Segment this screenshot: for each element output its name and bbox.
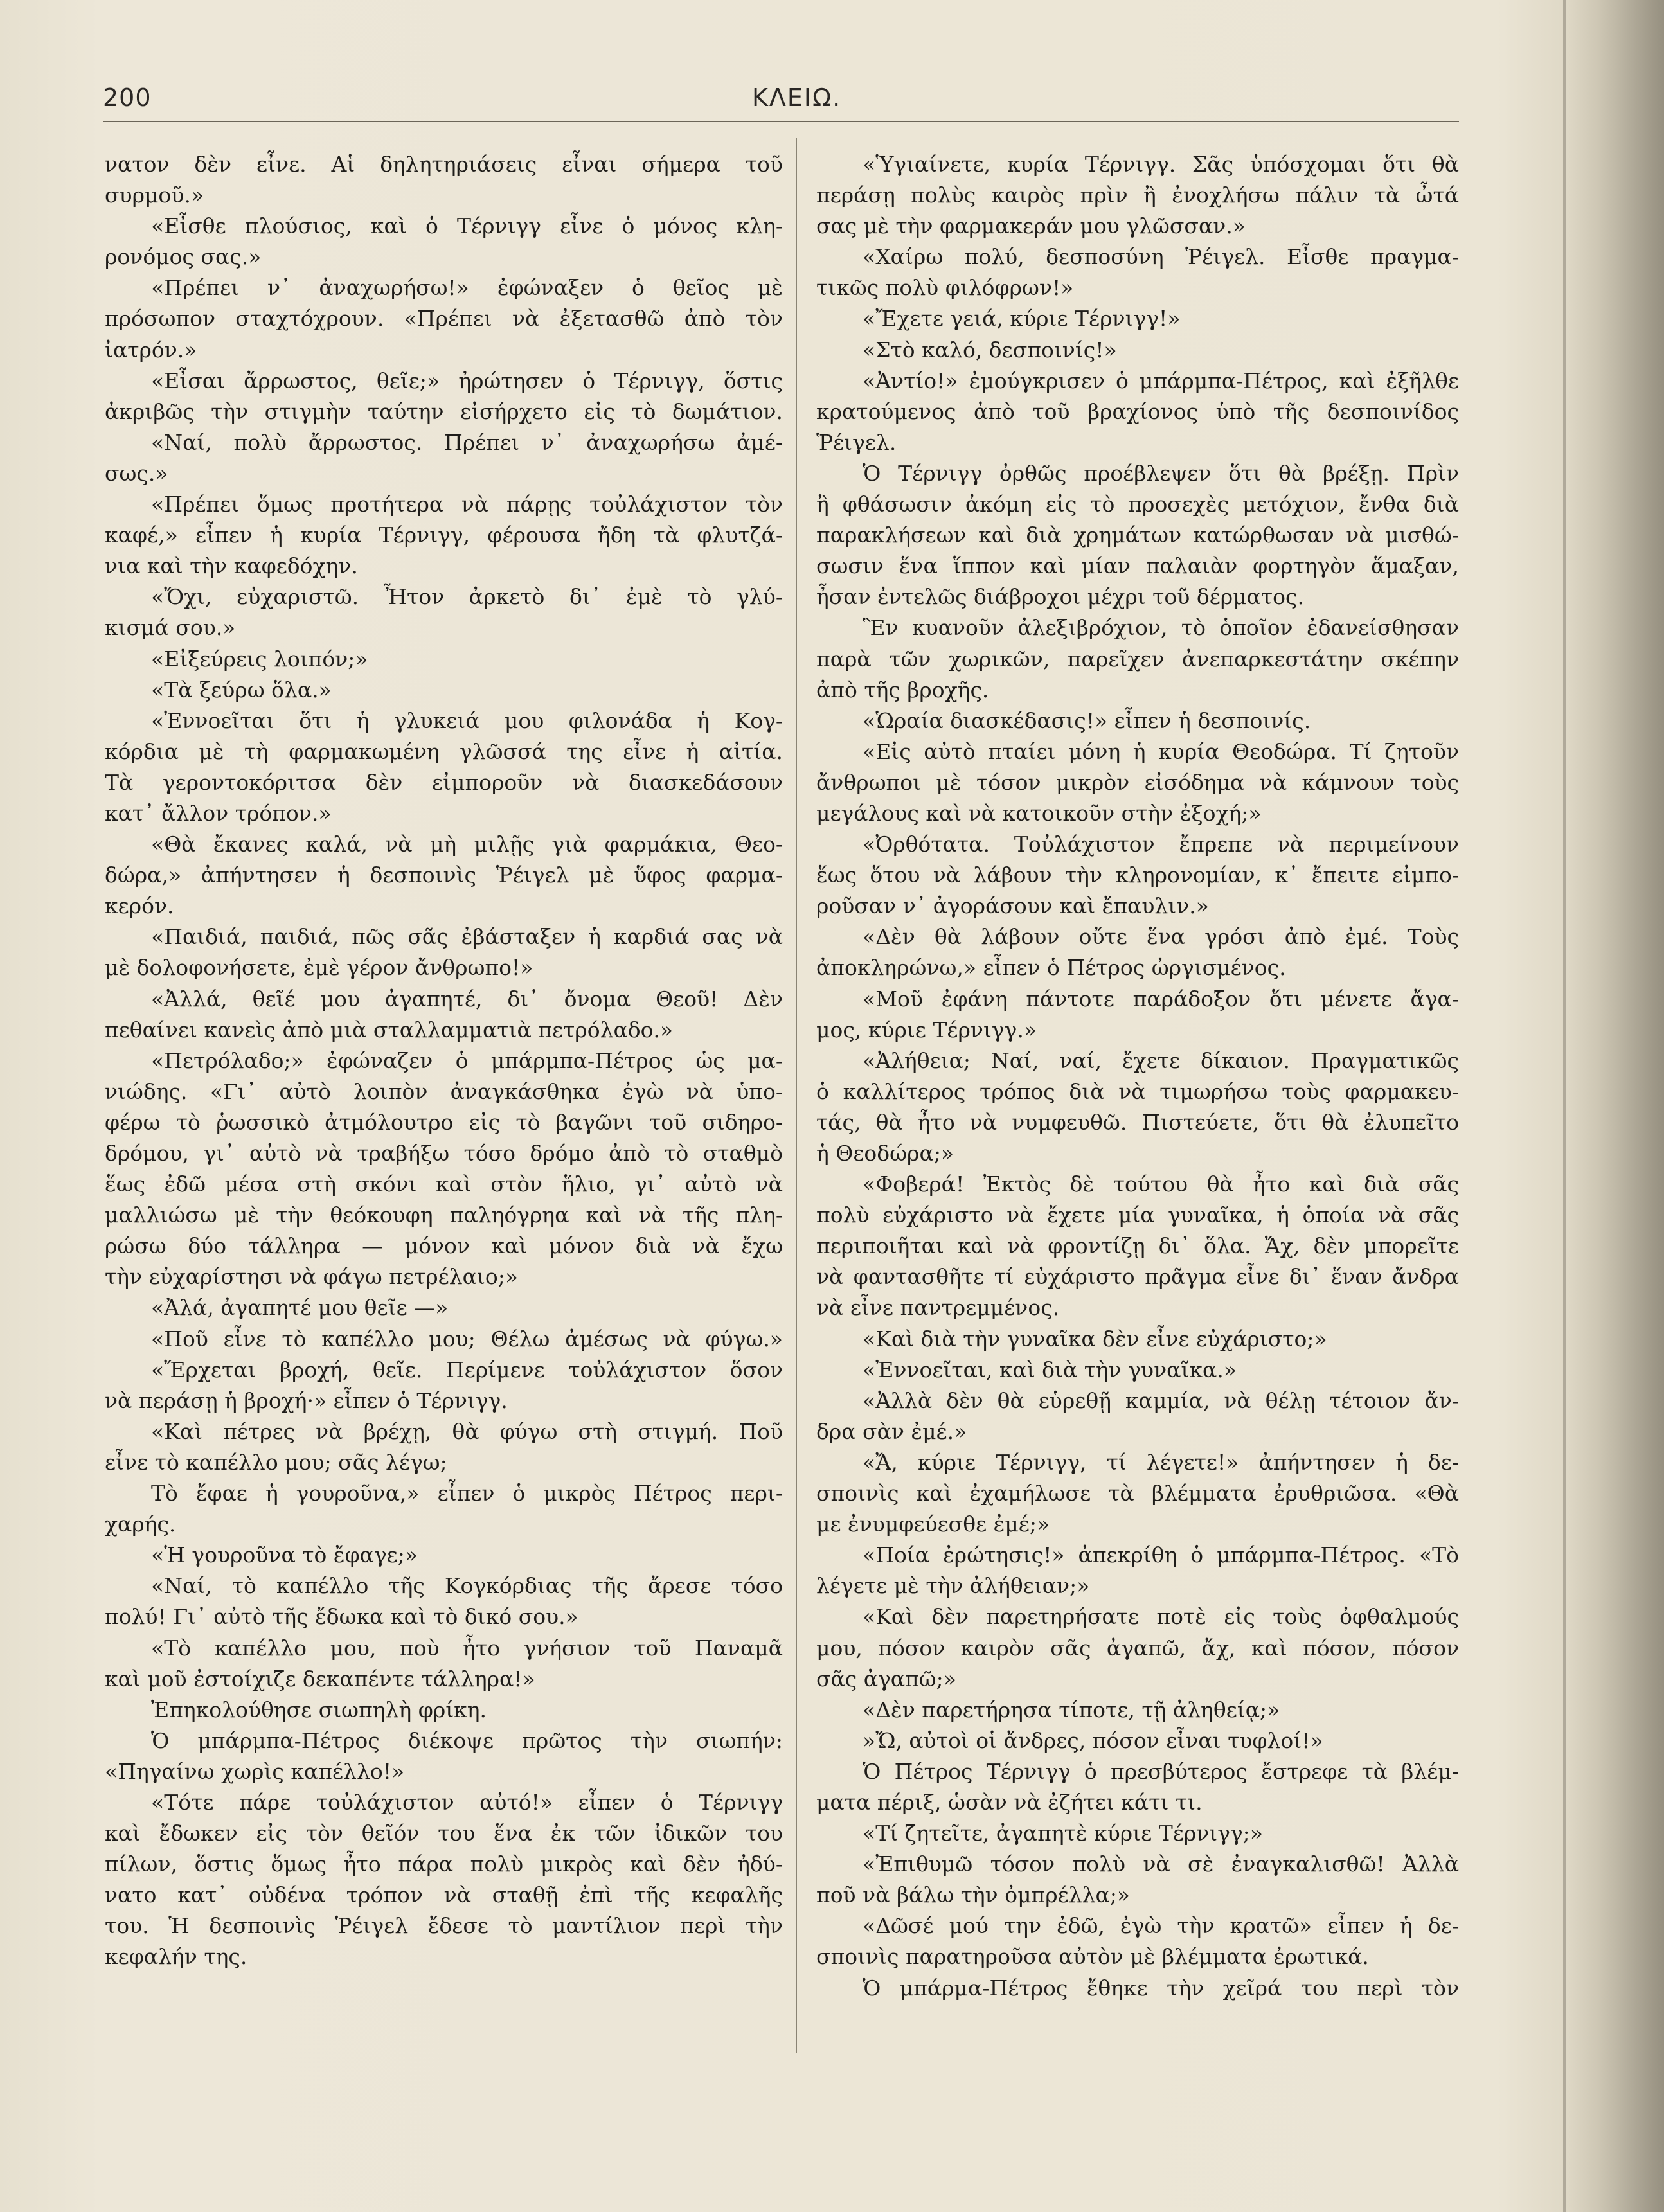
text-line: «Ἀλά, ἀγαπητέ μου θεῖε —» xyxy=(151,1295,449,1321)
text-line: σας μὲ τὴν φαρμακεράν μου γλῶσσαν.» xyxy=(816,213,1246,239)
text-line: εἶνε τὸ καπέλλο μου; σᾶς λέγω; xyxy=(105,1449,447,1475)
text-line: ἀπὸ τῆς βροχῆς. xyxy=(816,677,989,702)
text-line: πολὺ εὐχάριστο νὰ ἔχετε μία γυναῖκα, ἡ ὁποία νὰ σᾶς xyxy=(816,1202,1459,1228)
text-line: «Ἀλήθεια; Ναί, ναί, ἔχετε δίκαιον. Πραγματικῶς xyxy=(863,1048,1459,1073)
text-line: «Πηγαίνω χωρὶς καπέλλο!» xyxy=(105,1758,405,1784)
text-line: «Ναί, πολὺ ἄρρωστος. Πρέπει ν᾿ ἀναχωρήσω ἀμέ- xyxy=(151,429,783,455)
text-line: Ἓν κυανοῦν ἀλεξιβρόχιον, τὸ ὁποῖον ἐδανείσθησαν xyxy=(863,615,1459,641)
text-line: καὶ ἔδωκεν εἰς τὸν θεῖόν του ἕνα ἐκ τῶν ἰδικῶν του xyxy=(105,1821,783,1846)
text-line: ἡ Θεοδώρα;» xyxy=(816,1141,954,1166)
text-line: «Πρέπει ὅμως προτήτερα νὰ πάρῃς τοὐλάχιστον τὸν xyxy=(151,492,783,517)
text-line: «Τὰ ξεύρω ὅλα.» xyxy=(151,677,332,702)
text-line: καὶ μοῦ ἐστοίχιζε δεκαπέντε τάλληρα!» xyxy=(105,1666,535,1691)
text-line: περάσῃ πολὺς καιρὸς πρὶν ἢ ἐνοχλήσω πάλιν τὰ ὦτά xyxy=(816,183,1459,208)
text-line: ρονόμος σας.» xyxy=(105,244,262,270)
text-line: νιώδης. «Γι᾿ αὐτὸ λοιπὸν ἀναγκάσθηκα ἐγὼ νὰ ὑπο- xyxy=(105,1078,783,1104)
text-line: κεφαλήν της. xyxy=(105,1944,247,1970)
text-line: «Καὶ διὰ τὴν γυναῖκα δὲν εἶνε εὐχάριστο;» xyxy=(863,1326,1327,1351)
text-line: πρόσωπον σταχτόχρουν. «Πρέπει νὰ ἐξετασθῶ ἀπὸ τὸν xyxy=(105,306,783,332)
text-line: ἢ φθάσωσιν ἀκόμη εἰς τὸ προσεχὲς μετόχιον, ἔνθα διὰ xyxy=(816,492,1459,517)
text-line: ἕως ἐδῶ μέσα στὴ σκόνι καὶ στὸν ἥλιο, γι᾿ αὐτὸ νὰ xyxy=(105,1172,783,1197)
text-line: «Ἡ γουροῦνα τὸ ἔφαγε;» xyxy=(151,1542,418,1568)
text-line: δρόμου, γι᾿ αὐτὸ νὰ τραβήξω τόσο δρόμο ἀπὸ τὸ σταθμὸ xyxy=(105,1141,783,1166)
text-line: ποῦ νὰ βάλω τὴν ὀμπρέλλα;» xyxy=(816,1882,1131,1908)
text-line: «Χαίρω πολύ, δεσποσύνη Ῥέιγελ. Εἶσθε πραγμα- xyxy=(863,244,1459,270)
text-line: κόρδια μὲ τὴ φαρμακωμένη γλῶσσά της εἶνε ἡ αἰτία. xyxy=(105,738,783,764)
text-line: «Δὲν θὰ λάβουν οὔτε ἕνα γρόσι ἀπὸ ἐμέ. Τοὺς xyxy=(863,924,1459,950)
text-line: «Ἀλλά, θεῖέ μου ἀγαπητέ, δι᾿ ὄνομα Θεοῦ! Δὲν xyxy=(151,986,783,1012)
text-line: «Παιδιά, παιδιά, πῶς σᾶς ἐβάσταξεν ἡ καρδιά σας νὰ xyxy=(151,924,783,950)
right-column xyxy=(816,149,1459,2004)
text-line: «Ποία ἐρώτησις!» ἀπεκρίθη ὁ μπάρμπα-Πέτρος. «Τὸ xyxy=(863,1542,1459,1568)
text-line: Ὁ μπάρμπα-Πέτρος διέκοψε πρῶτος τὴν σιωπήν: xyxy=(151,1727,783,1753)
text-line: «Ὡραία διασκέδασις!» εἶπεν ἡ δεσποινίς. xyxy=(863,708,1311,733)
text-line: «Δῶσέ μού την ἐδῶ, ἐγὼ τὴν κρατῶ» εἶπεν ἡ δε- xyxy=(863,1913,1459,1939)
text-line: «Στὸ καλό, δεσποινίς!» xyxy=(863,337,1117,362)
text-line: «Πετρόλαδο;» ἐφώναζεν ὁ μπάρμπα-Πέτρος ὡς μα- xyxy=(151,1048,783,1073)
column-divider xyxy=(796,138,797,2053)
text-line: «Εἰς αὐτὸ πταίει μόνη ἡ κυρία Θεοδώρα. Τί ζητοῦν xyxy=(863,738,1459,764)
text-line: «Ἔχετε γειά, κύριε Τέρνιγγ!» xyxy=(863,306,1181,332)
text-line: «Εἶσαι ἄρρωστος, θεῖε;» ἠρώτησεν ὁ Τέρνιγγ, ὅστις xyxy=(151,368,783,393)
text-line: σως.» xyxy=(105,460,168,486)
page-fold-line xyxy=(1563,0,1566,2212)
text-line: «Μοῦ ἐφάνη πάντοτε παράδοξον ὅτι μένετε ἄγα- xyxy=(863,986,1459,1012)
text-line: νὰ φαντασθῆτε τί εὐχάριστο πρᾶγμα εἶνε δι᾿ ἕναν ἄνδρα xyxy=(816,1264,1459,1290)
text-line: νὰ εἶνε παντρεμμένος. xyxy=(816,1295,1060,1321)
text-line: δρα σὰν ἐμέ.» xyxy=(816,1418,967,1444)
text-line: με ἐνυμφεύεσθε ἐμέ;» xyxy=(816,1512,1050,1537)
text-line: φέρω τὸ ῥωσσικὸ ἀτμόλουτρο εἰς τὸ βαγῶνι τοῦ σιδηρο- xyxy=(105,1109,783,1135)
text-line: «Καὶ πέτρες νὰ βρέχῃ, θὰ φύγω στὴ στιγμή. Ποῦ xyxy=(151,1418,783,1444)
text-line: χαρής. xyxy=(105,1512,176,1537)
text-line: μεγάλους καὶ νὰ κατοικοῦν στὴν ἐξοχή;» xyxy=(816,800,1262,826)
text-line: Τὰ γεροντοκόριτσα δὲν εἰμποροῦν νὰ διασκεδάσουν xyxy=(105,769,783,795)
text-line: ἀκριβῶς τὴν στιγμὴν ταύτην εἰσήρχετο εἰς τὸ δωμάτιον. xyxy=(105,398,783,424)
text-line: ματα πέριξ, ὡσὰν νὰ ἐζήτει κάτι τι. xyxy=(816,1789,1203,1815)
header-rule xyxy=(103,121,1459,122)
text-line: νια καὶ τὴν καφεδόχην. xyxy=(105,553,358,579)
text-line: παρακλήσεων καὶ διὰ χρημάτων κατώρθωσαν νὰ μισθώ- xyxy=(816,522,1459,548)
text-line: ἄνθρωποι μὲ τόσον μικρὸν εἰσόδημα νὰ κάμνουν τοὺς xyxy=(816,769,1459,795)
text-line: τὴν εὐχαρίστησι νὰ φάγω πετρέλαιο;» xyxy=(105,1264,519,1290)
text-line: ρώσω δύο τάλληρα — μόνον καὶ μόνον διὰ νὰ ἔχω xyxy=(105,1233,783,1259)
text-line: «Εἶσθε πλούσιος, καὶ ὁ Τέρνιγγ εἶνε ὁ μόνος κλη- xyxy=(151,213,783,239)
text-line: πίλων, ὅστις ὅμως ἦτο πάρα πολὺ μικρὸς καὶ δὲν ἠδύ- xyxy=(105,1851,783,1877)
text-line: συρμοῦ.» xyxy=(105,183,204,208)
text-line: δώρα,» ἀπήντησεν ἡ δεσποινὶς Ῥέιγελ μὲ ὕφος φαρμα- xyxy=(105,862,783,888)
text-line: «Τὸ καπέλλο μου, ποὺ ἦτο γνήσιον τοῦ Παναμᾶ xyxy=(151,1635,783,1661)
text-line: «Πρέπει ν᾿ ἀναχωρήσω!» ἐφώναξεν ὁ θεῖος μὲ xyxy=(151,275,783,301)
text-line: σωσιν ἕνα ἵππον καὶ μίαν παλαιὰν φορτηγὸν ἅμαξαν, xyxy=(816,553,1459,579)
text-line: του. Ἡ δεσποινὶς Ῥέιγελ ἔδεσε τὸ μαντίλιον περὶ τὴν xyxy=(105,1913,783,1939)
text-line: Ἐπηκολούθησε σιωπηλὴ φρίκη. xyxy=(151,1697,487,1722)
text-line: μαλλιώσω μὲ τὴν θεόκουφη παληόγρηα καὶ νὰ τῆς πλη- xyxy=(105,1202,783,1228)
text-line: «Ἐπιθυμῶ τόσον πολὺ νὰ σὲ ἐναγκαλισθῶ! Ἀλλὰ xyxy=(863,1851,1459,1877)
text-line: «Ὀρθότατα. Τοὐλάχιστον ἔπρεπε νὰ περιμείνουν xyxy=(863,832,1459,857)
text-line: «Ἔρχεται βροχή, θεῖε. Περίμενε τοὐλάχιστον ὅσον xyxy=(151,1357,783,1382)
text-line: ροῦσαν ν᾿ ἀγοράσουν καὶ ἔπαυλιν.» xyxy=(816,893,1209,919)
text-line: κισμά σου.» xyxy=(105,615,236,641)
text-line: νὰ περάσῃ ἡ βροχή·» εἶπεν ὁ Τέρνιγγ. xyxy=(105,1387,508,1413)
text-line: «Ὑγιαίνετε, κυρία Τέρνιγγ. Σᾶς ὑπόσχομαι ὅτι θὰ xyxy=(863,152,1459,177)
text-line: κερόν. xyxy=(105,893,174,919)
text-line: σποινὶς καὶ ἐχαμήλωσε τὰ βλέμματα ἐρυθριῶσα. «Θὰ xyxy=(816,1481,1459,1506)
text-line: «Ἄ, κύριε Τέρνιγγ, τί λέγετε!» ἀπήντησεν ἡ δε- xyxy=(863,1449,1459,1475)
text-line: σᾶς ἀγαπῶ;» xyxy=(816,1666,956,1691)
text-line: ἀποκληρώνω,» εἶπεν ὁ Πέτρος ὠργισμένος. xyxy=(816,955,1286,981)
text-line: «Δὲν παρετήρησα τίποτε, τῇ ἀληθείᾳ;» xyxy=(863,1697,1280,1722)
text-line: «Ὄχι, εὐχαριστῶ. Ἦτον ἀρκετὸ δι᾿ ἐμὲ τὸ γλύ- xyxy=(151,584,783,610)
page-number: 200 xyxy=(103,84,152,112)
text-line: νατο κατ᾿ οὐδένα τρόπον νὰ σταθῇ ἐπὶ τῆς κεφαλῆς xyxy=(105,1882,783,1908)
text-line: «Φοβερά! Ἐκτὸς δὲ τούτου θὰ ἦτο καὶ διὰ σᾶς xyxy=(863,1172,1459,1197)
text-line: ὁ καλλίτερος τρόπος διὰ νὰ τιμωρήσω τοὺς φαρμακευ- xyxy=(816,1078,1459,1104)
text-line: σποινὶς παρατηροῦσα αὐτὸν μὲ βλέμματα ἐρωτικά. xyxy=(816,1944,1369,1970)
text-line: «Ἐννοεῖται ὅτι ἡ γλυκειά μου φιλονάδα ἡ Κογ- xyxy=(151,708,783,733)
text-line: Ὁ μπάρμα-Πέτρος ἔθηκε τὴν χεῖρά του περὶ τὸν xyxy=(863,1975,1459,2001)
text-line: «Τί ζητεῖτε, ἀγαπητὲ κύριε Τέρνιγγ;» xyxy=(863,1821,1263,1846)
text-line: περιποιῆται καὶ νὰ φροντίζῃ δι᾿ ὅλα. Ἄχ, δὲν μπορεῖτε xyxy=(816,1233,1459,1259)
text-line: μὲ δολοφονήσετε, ἐμὲ γέρον ἄνθρωπο!» xyxy=(105,955,533,981)
text-line: «Θὰ ἔκανες καλά, νὰ μὴ μιλῇς γιὰ φαρμάκια, Θεο- xyxy=(151,832,783,857)
text-line: ἰατρόν.» xyxy=(105,337,197,362)
text-line: πεθαίνει κανεὶς ἀπὸ μιὰ σταλλαμματιὰ πετρόλαδο.» xyxy=(105,1017,674,1042)
text-line: καφέ,» εἶπεν ἡ κυρία Τέρνιγγ, φέρουσα ἤδη τὰ φλυτζά- xyxy=(105,522,783,548)
text-line: »Ὤ, αὐτοὶ οἱ ἄνδρες, πόσον εἶναι τυφλοί!» xyxy=(863,1727,1323,1753)
text-line: «Ἀλλὰ δὲν θὰ εὑρεθῇ καμμία, νὰ θέλῃ τέτοιον ἄν- xyxy=(863,1387,1459,1413)
text-line: «Καὶ δὲν παρετηρήσατε ποτὲ εἰς τοὺς ὀφθαλμούς xyxy=(863,1604,1459,1630)
text-line: Ὁ Πέτρος Τέρνιγγ ὁ πρεσβύτερος ἔστρεφε τὰ βλέμ- xyxy=(863,1758,1459,1784)
text-line: «Ἀντίο!» ἐμούγκρισεν ὁ μπάρμπα-Πέτρος, καὶ ἐξῆλθε xyxy=(863,368,1459,393)
text-line: παρὰ τῶν χωρικῶν, παρεῖχεν ἀνεπαρκεστάτην σκέπην xyxy=(816,646,1459,672)
text-line: ἕως ὅτου νὰ λάβουν τὴν κληρονομίαν, κ᾿ ἔπειτε εἰμπο- xyxy=(816,862,1459,888)
text-line: «Ναί, τὸ καπέλλο τῆς Κογκόρδιας τῆς ἄρεσε τόσο xyxy=(151,1573,783,1599)
text-line: μου, πόσον καιρὸν σᾶς ἀγαπῶ, ἄχ, καὶ πόσον, πόσον xyxy=(816,1635,1459,1661)
left-column xyxy=(105,149,783,1973)
page-edge-shadow xyxy=(1568,0,1664,2212)
text-line: τικῶς πολὺ φιλόφρων!» xyxy=(816,275,1074,301)
text-line: Ὁ Τέρνιγγ ὀρθῶς προέβλεψεν ὅτι θὰ βρέξῃ. Πρὶν xyxy=(863,460,1459,486)
text-line: Ῥέιγελ. xyxy=(816,429,897,455)
text-line: «Εἰξεύρεις λοιπόν;» xyxy=(151,646,368,672)
text-line: μος, κύριε Τέρνιγγ.» xyxy=(816,1017,1037,1042)
text-line: «Ἐννοεῖται, καὶ διὰ τὴν γυναῖκα.» xyxy=(863,1357,1237,1382)
text-line: κρατούμενος ἀπὸ τοῦ βραχίονος ὑπὸ τῆς δεσποινίδος xyxy=(816,398,1459,424)
text-line: τάς, θὰ ἦτο νὰ νυμφευθῶ. Πιστεύετε, ὅτι θὰ ἐλυπεῖτο xyxy=(816,1109,1459,1135)
text-line: «Ποῦ εἶνε τὸ καπέλλο μου; Θέλω ἀμέσως νὰ φύγω.» xyxy=(151,1326,783,1351)
running-title: ΚΛΕΙΩ. xyxy=(752,84,842,112)
text-line: πολύ! Γι᾿ αὐτὸ τῆς ἔδωκα καὶ τὸ δικό σου.» xyxy=(105,1604,578,1630)
text-line: νατον δὲν εἶνε. Αἱ δηλητηριάσεις εἶναι σήμερα τοῦ xyxy=(105,152,783,177)
text-line: κατ᾿ ἄλλον τρόπον.» xyxy=(105,800,332,826)
text-line: Τὸ ἔφαε ἡ γουροῦνα,» εἶπεν ὁ μικρὸς Πέτρος περι- xyxy=(151,1481,783,1506)
text-line: ἦσαν ἐντελῶς διάβροχοι μέχρι τοῦ δέρματος. xyxy=(816,584,1305,610)
text-line: λέγετε μὲ τὴν ἀλήθειαν;» xyxy=(816,1573,1090,1599)
text-line: «Τότε πάρε τοὐλάχιστον αὐτό!» εἶπεν ὁ Τέρνιγγ xyxy=(151,1789,783,1815)
